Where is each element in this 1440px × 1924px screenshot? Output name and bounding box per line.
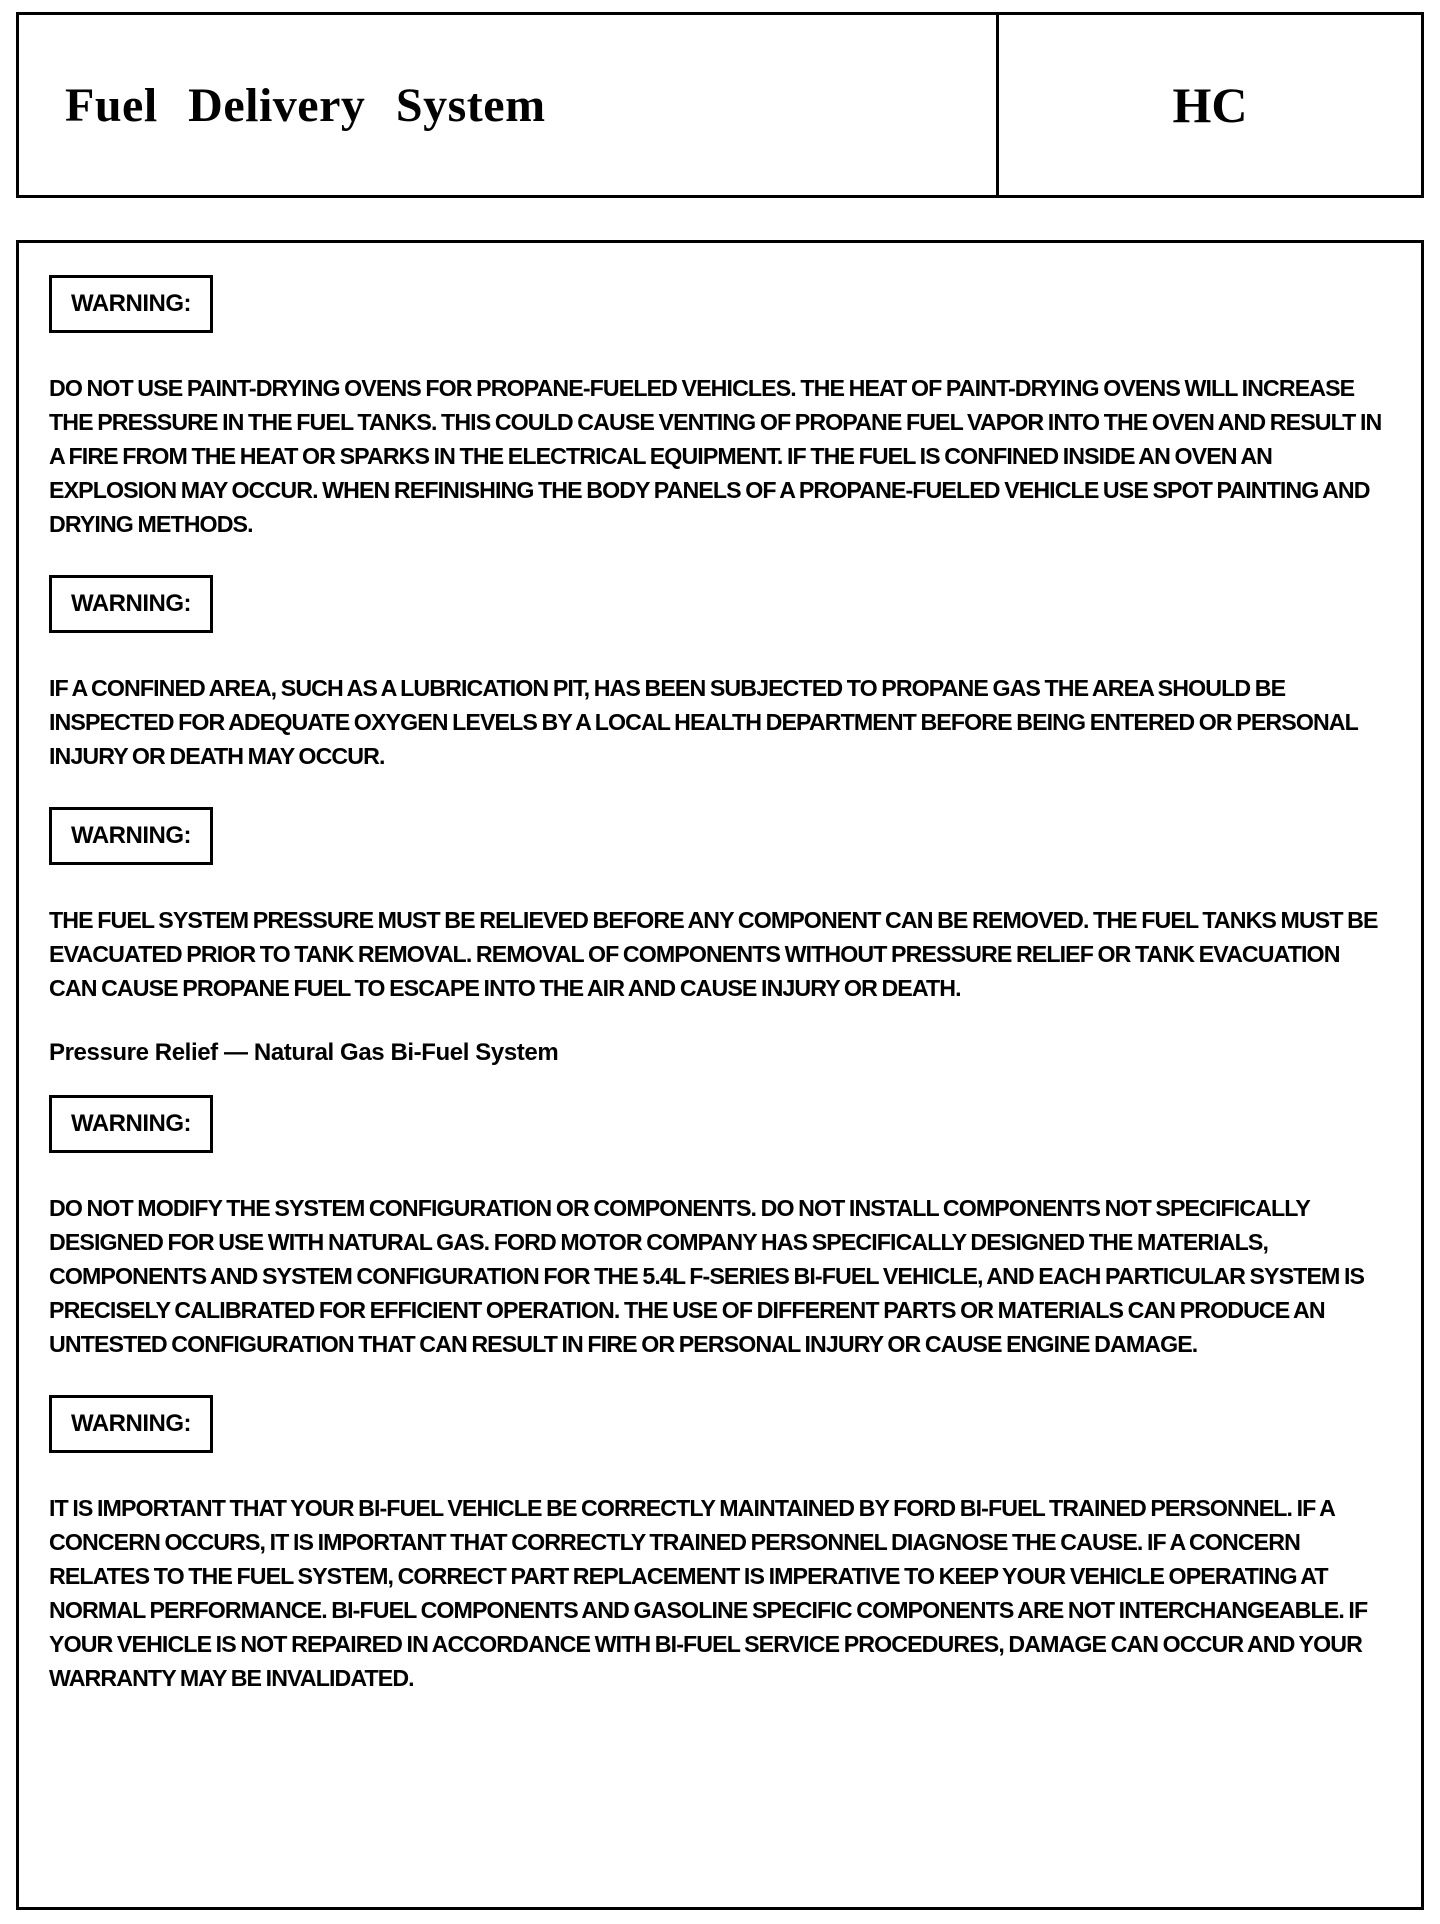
warning-block xyxy=(49,807,1391,1005)
header-box xyxy=(16,12,1424,198)
warning-label: WARNING: xyxy=(49,275,213,333)
header-title-cell xyxy=(19,15,999,195)
warning-label: WARNING: xyxy=(49,807,213,865)
warning-label: WARNING: xyxy=(49,1095,213,1153)
content-box xyxy=(16,240,1424,1910)
page-title: Fuel Delivery System xyxy=(65,78,546,132)
warning-text: THE FUEL SYSTEM PRESSURE MUST BE RELIEVED BEFORE ANY COMPONENT CAN BE REMOVED. THE FUEL TANKS MUST BE EVACUATED PRIOR TO TANK REMOVAL. REMOVAL OF COMPONENTS WITHOUT PRESSURE RELIEF OR TANK EVACUATION CAN CAUSE PROPANE FUEL TO ESCAPE INTO THE AIR AND CAUSE INJURY OR DEATH. xyxy=(49,907,1378,1001)
warning-text: IF A CONFINED AREA, SUCH AS A LUBRICATION PIT, HAS BEEN SUBJECTED TO PROPANE GAS THE AREA SHOULD BE INSPECTED FOR ADEQUATE OXYGEN LEVELS BY A LOCAL HEALTH DEPARTMENT BEFORE BEING ENTERED OR PERSONAL INJURY OR DEATH MAY OCCUR. xyxy=(49,675,1358,769)
warning-block xyxy=(49,1395,1391,1695)
warning-label: WARNING: xyxy=(49,575,213,633)
warning-label: WARNING: xyxy=(49,1395,213,1453)
section-code: HC xyxy=(1172,77,1248,133)
warning-block xyxy=(49,275,1391,541)
warning-block xyxy=(49,575,1391,773)
section-subheading: Pressure Relief — Natural Gas Bi-Fuel System xyxy=(49,1039,559,1066)
warning-block xyxy=(49,1095,1391,1361)
header-code-cell xyxy=(999,15,1421,195)
warning-text: DO NOT USE PAINT-DRYING OVENS FOR PROPANE-FUELED VEHICLES. THE HEAT OF PAINT-DRYING OVENS WILL INCREASE THE PRESSURE IN THE FUEL TANKS. THIS COULD CAUSE VENTING OF PROPANE FUEL VAPOR INTO THE OVEN AND RESULT IN A FIRE FROM THE HEAT OR SPARKS IN THE ELECTRICAL EQUIPMENT. IF THE FUEL IS CONFINED INSIDE AN OVEN AN EXPLOSION MAY OCCUR. WHEN REFINISHING THE BODY PANELS OF A PROPANE-FUELED VEHICLE USE SPOT PAINTING AND DRYING METHODS. xyxy=(49,375,1382,537)
warning-text: DO NOT MODIFY THE SYSTEM CONFIGURATION OR COMPONENTS. DO NOT INSTALL COMPONENTS NOT SPECIFICALLY DESIGNED FOR USE WITH NATURAL GAS. FORD MOTOR COMPANY HAS SPECIFICALLY DESIGNED THE MATERIALS, COMPONENTS AND SYSTEM CONFIGURATION FOR THE 5.4L F-SERIES BI-FUEL VEHICLE, AND EACH PARTICULAR SYSTEM IS PRECISELY CALIBRATED FOR EFFICIENT OPERATION. THE USE OF DIFFERENT PARTS OR MATERIALS CAN PRODUCE AN UNTESTED CONFIGURATION THAT CAN RESULT IN FIRE OR PERSONAL INJURY OR CAUSE ENGINE DAMAGE. xyxy=(49,1195,1365,1357)
warning-text: IT IS IMPORTANT THAT YOUR BI-FUEL VEHICLE BE CORRECTLY MAINTAINED BY FORD BI-FUEL TRAINED PERSONNEL. IF A CONCERN OCCURS, IT IS IMPORTANT THAT CORRECTLY TRAINED PERSONNEL DIAGNOSE THE CAUSE. IF A CONCERN RELATES TO THE FUEL SYSTEM, CORRECT PART REPLACEMENT IS IMPERATIVE TO KEEP YOUR VEHICLE OPERATING AT NORMAL PERFORMANCE. BI-FUEL COMPONENTS AND GASOLINE SPECIFIC COMPONENTS ARE NOT INTERCHANGEABLE. IF YOUR VEHICLE IS NOT REPAIRED IN ACCORDANCE WITH BI-FUEL SERVICE PROCEDURES, DAMAGE CAN OCCUR AND YOUR WARRANTY MAY BE INVALIDATED. xyxy=(49,1495,1368,1691)
